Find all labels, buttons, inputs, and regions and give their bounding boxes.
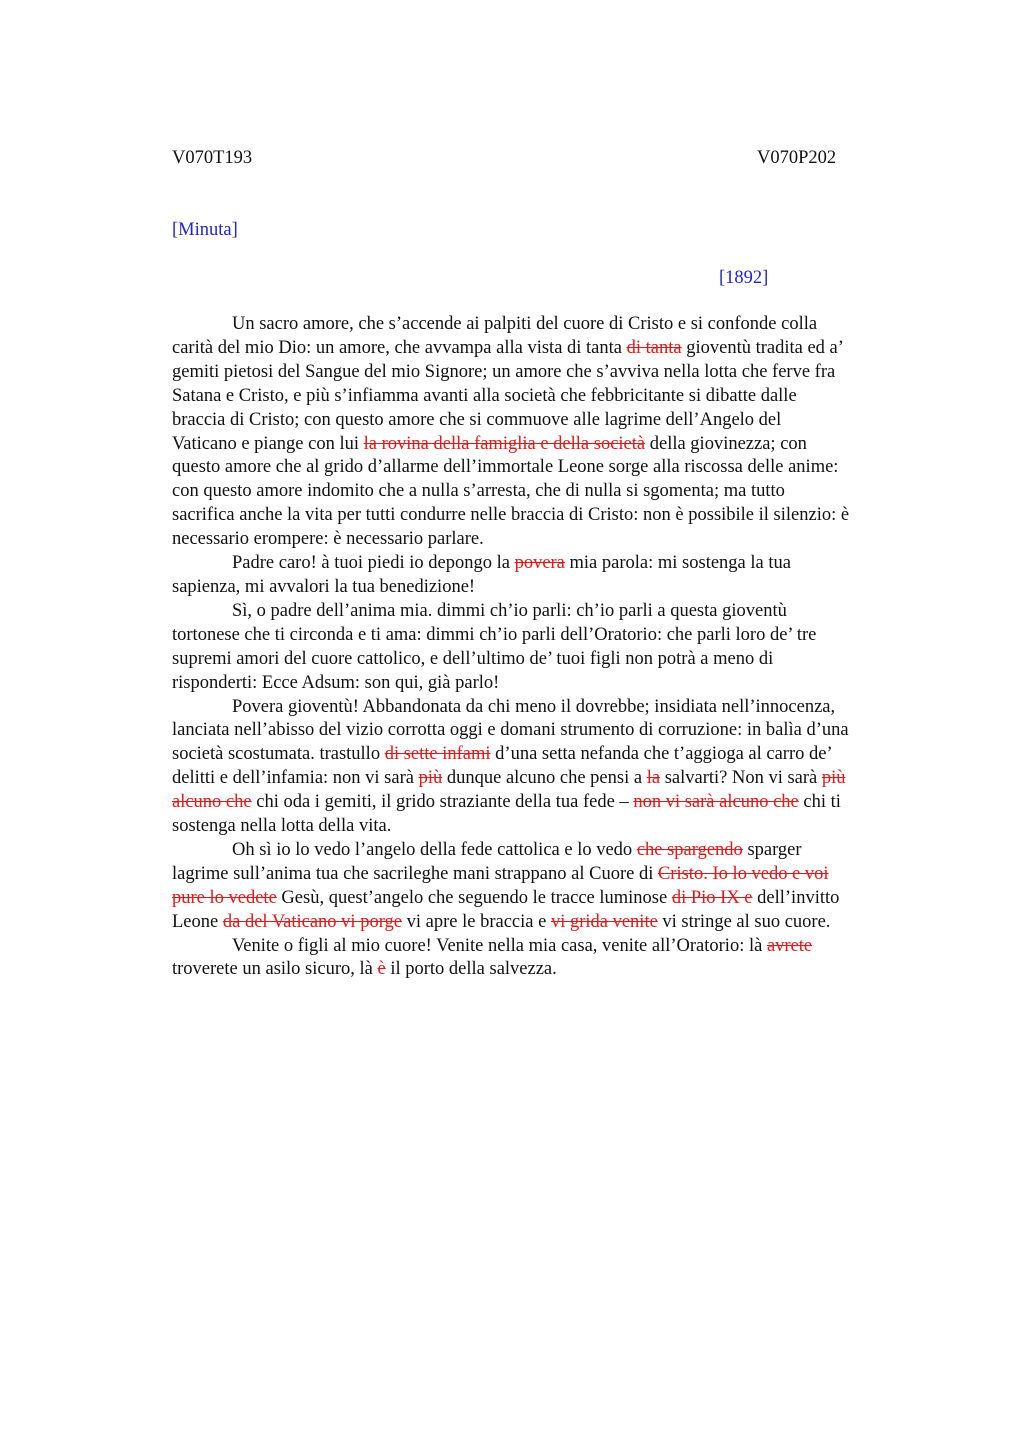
text-line — [172, 337, 942, 361]
text-run: vi stringe al suo cuore. — [657, 911, 831, 932]
deleted-text: avrete — [766, 935, 813, 956]
text-line — [172, 600, 942, 624]
deleted-text: non vi sarà alcuno che — [633, 792, 799, 813]
text-line — [172, 576, 942, 600]
text-line — [172, 791, 942, 815]
text-run: mia parola: mi sostenga la tua — [564, 553, 791, 574]
text-run: delitti e dell’infamia: non vi sarà — [172, 768, 419, 789]
paragraph — [172, 935, 942, 983]
text-line — [172, 719, 942, 743]
text-line — [172, 433, 942, 457]
text-run: dell’invitto — [752, 887, 840, 908]
text-run: sacrifica anche la vita per tutti condurre nelle braccia di Cristo: non è possibile il silenzio: è — [172, 505, 850, 526]
text-line — [172, 528, 942, 552]
text-run: il porto della salvezza. — [385, 959, 557, 980]
text-line — [172, 935, 942, 959]
text-run: necessario erompere: è necessario parlare. — [172, 529, 484, 550]
deleted-text: la — [646, 768, 661, 789]
text-line — [172, 409, 942, 433]
text-run: gioventù tradita ed a’ — [681, 337, 844, 358]
text-line — [172, 504, 942, 528]
text-run: con questo amore indomito che a nulla s’arresta, che di nulla si sgomenta; ma tutto — [172, 481, 785, 502]
text-run: Povera gioventù! Abbandonata da chi meno il dovrebbe; insidiata nell’innocenza, — [232, 696, 836, 717]
deleted-text: Cristo. Io lo vedo e voi — [657, 863, 829, 884]
text-line — [172, 815, 942, 839]
letter-body — [172, 313, 942, 982]
text-run: Vaticano e piange con lui — [172, 433, 364, 454]
text-run: chi ti — [798, 792, 841, 813]
paragraph — [172, 600, 942, 696]
document-type-label: [Minuta] — [172, 220, 238, 240]
deleted-text: di sette infami — [384, 744, 491, 765]
deleted-text: alcuno che — [172, 792, 252, 813]
text-run: Leone — [172, 911, 223, 932]
text-line — [172, 648, 942, 672]
deleted-text: più — [821, 768, 846, 789]
text-line — [172, 887, 942, 911]
text-line — [172, 863, 942, 887]
deleted-text: di Pio IX e — [671, 887, 753, 908]
text-line — [172, 958, 942, 982]
text-line — [172, 361, 942, 385]
text-run: sparger — [742, 839, 802, 860]
text-line — [172, 624, 942, 648]
deleted-text: più — [418, 768, 443, 789]
paragraph — [172, 696, 942, 839]
text-run: sapienza, mi avvalori la tua benedizione! — [172, 576, 476, 597]
paragraph — [172, 552, 942, 600]
text-run: vi apre le braccia e — [402, 911, 551, 932]
deleted-text: povera — [514, 553, 565, 574]
text-line — [172, 456, 942, 480]
text-run: Venite o figli al mio cuore! Venite nella mia casa, venite all’Oratorio: là — [232, 935, 767, 956]
deleted-text: la rovina della famiglia e della società — [363, 433, 646, 454]
text-run: chi oda i gemiti, il grido straziante della tua fede – — [251, 792, 634, 813]
paragraph — [172, 313, 942, 552]
text-run: supremi amori del cuore cattolico, e dell’ultimo de’ tuoi figli non potrà a meno di — [172, 648, 774, 669]
deleted-text: pure lo vedete — [172, 887, 277, 908]
text-run: dunque alcuno che pensi a — [442, 768, 647, 789]
text-line — [172, 743, 942, 767]
text-run: lagrime sull’anima tua che sacrileghe mani strappano al Cuore di — [172, 863, 658, 884]
text-run: risponderti: Ecce Adsum: son qui, già parlo! — [172, 672, 500, 693]
text-run: sostenga nella lotta della vita. — [172, 816, 392, 837]
text-run: gemiti pietosi del Sangue del mio Signore; un amore che s’avviva nella lotta che ferve fra — [172, 361, 836, 382]
text-run: tortonese che ti circonda e ti ama: dimmi ch’io parli dell’Oratorio: che parli loro de’ tre — [172, 624, 817, 645]
text-run: lanciata nell’abisso del vizio corrotta oggi e domani strumento di corruzione: in balìa d’una — [172, 720, 849, 741]
volume-text-code: V070T193 — [172, 148, 253, 168]
text-line — [172, 696, 942, 720]
text-line — [172, 385, 942, 409]
deleted-text: di tanta — [626, 337, 682, 358]
text-run: carità del mio Dio: un amore, che avvampa alla vista di tanta — [172, 337, 627, 358]
text-line — [172, 313, 942, 337]
deleted-text: vi grida venite — [550, 911, 658, 932]
text-line — [172, 552, 942, 576]
text-run: società scostumata. trastullo — [172, 744, 385, 765]
text-line — [172, 480, 942, 504]
text-run: salvarti? Non vi sarà — [660, 768, 822, 789]
text-run: braccia di Cristo; con questo amore che si commuove alle lagrime dell’Angelo del — [172, 409, 782, 430]
document-date: [1892] — [719, 268, 769, 288]
text-run: Gesù, quest’angelo che seguendo le tracce luminose — [276, 887, 672, 908]
deleted-text: che spargendo — [636, 839, 743, 860]
text-run: Satana e Cristo, e più s’infiamma avanti alla società che febbricitante si dibatte dalle — [172, 385, 797, 406]
text-line — [172, 672, 942, 696]
text-run: d’una setta nefanda che t’aggioga al carro de’ — [490, 744, 833, 765]
text-line — [172, 767, 942, 791]
text-run: Padre caro! à tuoi piedi io depongo la — [232, 553, 515, 574]
text-run: troverete un asilo sicuro, là — [172, 959, 378, 980]
text-run: Sì, o padre dell’anima mia. dimmi ch’io parli: ch’io parli a questa gioventù — [232, 600, 787, 621]
text-run: Un sacro amore, che s’accende ai palpiti del cuore di Cristo e si confonde colla — [232, 314, 818, 334]
text-line — [172, 911, 942, 935]
text-line — [172, 839, 942, 863]
paragraph — [172, 839, 942, 935]
text-run: Oh sì io lo vedo l’angelo della fede cattolica e lo vedo — [232, 839, 637, 860]
deleted-text: da del Vaticano vi porge — [222, 911, 402, 932]
text-run: questo amore che al grido d’allarme dell’immortale Leone sorge alla riscossa delle anime: — [172, 457, 839, 478]
volume-page-code: V070P202 — [757, 148, 837, 168]
text-run: della giovinezza; con — [645, 433, 807, 454]
deleted-text: è — [377, 959, 386, 980]
